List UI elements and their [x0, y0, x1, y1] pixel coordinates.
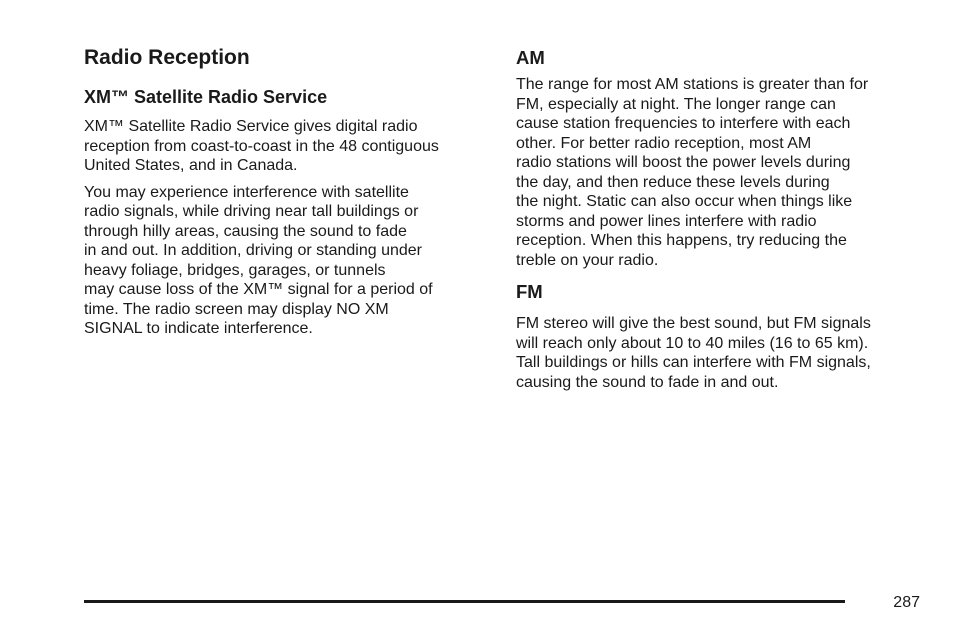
fm-paragraph: FM stereo will give the best sound, but FM signals will reach only about 10 to 40 miles (16 to 65 km). Tall buildings or hills can interfere with FM signals, causing the sound to fade in and out.	[516, 315, 871, 391]
section-heading-am: AM	[516, 47, 545, 68]
section-heading-xm: XM™ Satellite Radio Service	[84, 87, 328, 107]
right-column	[516, 44, 922, 402]
left-column	[84, 44, 488, 346]
section-heading-fm: FM	[516, 281, 543, 302]
xm-paragraph-2: You may experience interference with satellite radio signals, while driving near tall buildings or through hilly areas, causing the sound to fade in and out. In addition, driving or standing under heavy foliage, bridges, garages, or tunnels may cause loss of the XM™ signal for a period of time. The radio screen may display NO XM SIGNAL to indicate interference.	[84, 183, 433, 337]
footer-rule	[84, 600, 845, 603]
page-title: Radio Reception	[84, 46, 250, 69]
xm-paragraph-1: XM™ Satellite Radio Service gives digital radio reception from coast-to-coast in the 48 contiguous United States, and in Canada.	[84, 118, 439, 174]
page-number: 287	[893, 594, 920, 611]
am-paragraph: The range for most AM stations is greater than for FM, especially at night. The longer range can cause station frequencies to interfere with each other. For better radio reception, most AM radio stations will boost the power levels during the day, and then reduce these levels during the night. Static can also occur when things like storms and power lines interfere with radio reception. When this happens, try reducing the treble on your radio.	[516, 76, 869, 269]
